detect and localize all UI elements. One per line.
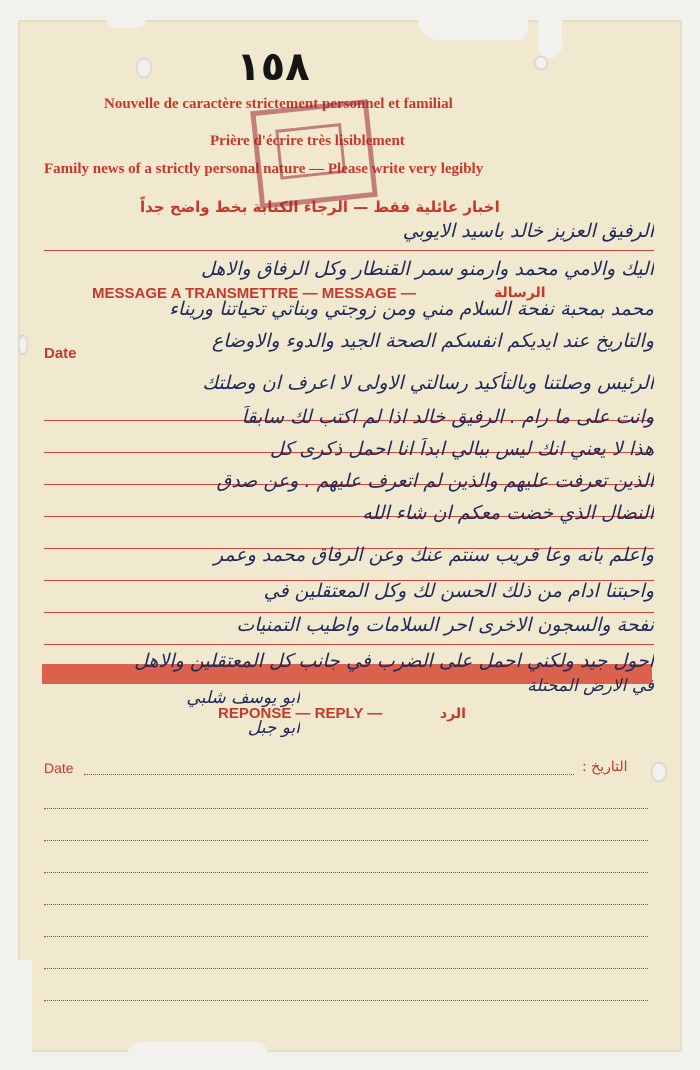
header-english: Family news of a strictly personal nature — Please write very legibly xyxy=(44,161,484,177)
handwritten-recipient: الرفيق العزيز خالد باسيد الايوبي xyxy=(402,220,654,242)
reply-line xyxy=(44,808,648,809)
red-stamp xyxy=(250,99,378,209)
message-label: MESSAGE A TRANSMETTRE — MESSAGE — xyxy=(92,285,416,302)
handwritten-line: هذا لا يعني انك ليس ببالي ابداً انا احمل ذكرى كل xyxy=(269,438,654,460)
punch-hole-right xyxy=(651,762,667,782)
message-label-arabic: الرسالة xyxy=(494,285,546,301)
handwritten-line: النضال الذي خضت معكم ان شاء الله xyxy=(362,502,654,524)
signature-line-2: ابو جبل xyxy=(247,718,300,738)
handwritten-line: اليك والامي محمد وارمنو سمر القنطار وكل الرفاق والاهل xyxy=(200,258,654,280)
signature-line-1: ابو يوسف شلبي xyxy=(186,688,300,708)
header-arabic: اخبار عائلية فقط — الرجاء الكتابة بخط واضح جداً xyxy=(140,198,500,216)
header-french: Nouvelle de caractère strictement personnel et familial xyxy=(104,96,453,112)
message-line xyxy=(44,644,654,645)
header-rule xyxy=(44,250,654,251)
handwritten-line: وانت على ما رام . الرفيق خالد اذا لم اكتب لك سابقاً xyxy=(241,406,654,428)
handwritten-line: في الارض المحتلة xyxy=(527,676,654,696)
reply-label-arabic: الرد xyxy=(440,706,466,722)
handwritten-line: نفحة والسجون الاخرى احر السلامات واطيب التمنيات xyxy=(236,614,654,636)
handwritten-line: واعلم بانه وعا قريب سنتم عنك وعن الرفاق محمد وعمر xyxy=(213,544,654,566)
handwritten-line: والتاريخ عند ايديكم انفسكم الصحة الجيد والدوء والاوضاع xyxy=(211,330,654,352)
reply-line xyxy=(44,1000,648,1001)
punch-hole-mid xyxy=(534,56,548,70)
message-date-label: Date xyxy=(44,345,77,362)
reply-date-label: Date xyxy=(44,760,74,776)
reply-line xyxy=(44,872,648,873)
punch-hole-left xyxy=(18,335,28,355)
handwritten-line: الذين تعرفت عليهم والذين لم اتعرف عليهم . وعن صدق xyxy=(216,470,654,492)
reply-label: REPONSE — REPLY — xyxy=(218,705,383,722)
handwritten-line: الرئيس وصلتنا وبالتأكيد رسالتي الاولى لا اعرف ان وصلتك xyxy=(202,372,654,394)
handwritten-line: محمد بمحبة نفحة السلام مني ومن زوجتي وبناتي تحياتنا وريناء xyxy=(168,298,654,320)
reply-date-line xyxy=(84,774,574,775)
reply-line xyxy=(44,840,648,841)
reply-date-label-arabic: : التاريخ xyxy=(582,759,628,775)
header-write-legibly-fr: Prière d'écrire très lisiblement xyxy=(210,133,405,149)
message-line xyxy=(44,612,654,613)
reply-line xyxy=(44,936,648,937)
reply-line xyxy=(44,968,648,969)
handwritten-line: احول جيد ولكني احمل على الضرب في جانب كل المعتقلين والاهل xyxy=(134,650,654,672)
punch-hole-top xyxy=(136,58,152,78)
reply-line xyxy=(44,904,648,905)
reference-number: ١٥٨ xyxy=(236,44,310,90)
handwritten-line: واحبتنا ادام من ذلك الحسن لك وكل المعتقلين في xyxy=(263,580,654,602)
